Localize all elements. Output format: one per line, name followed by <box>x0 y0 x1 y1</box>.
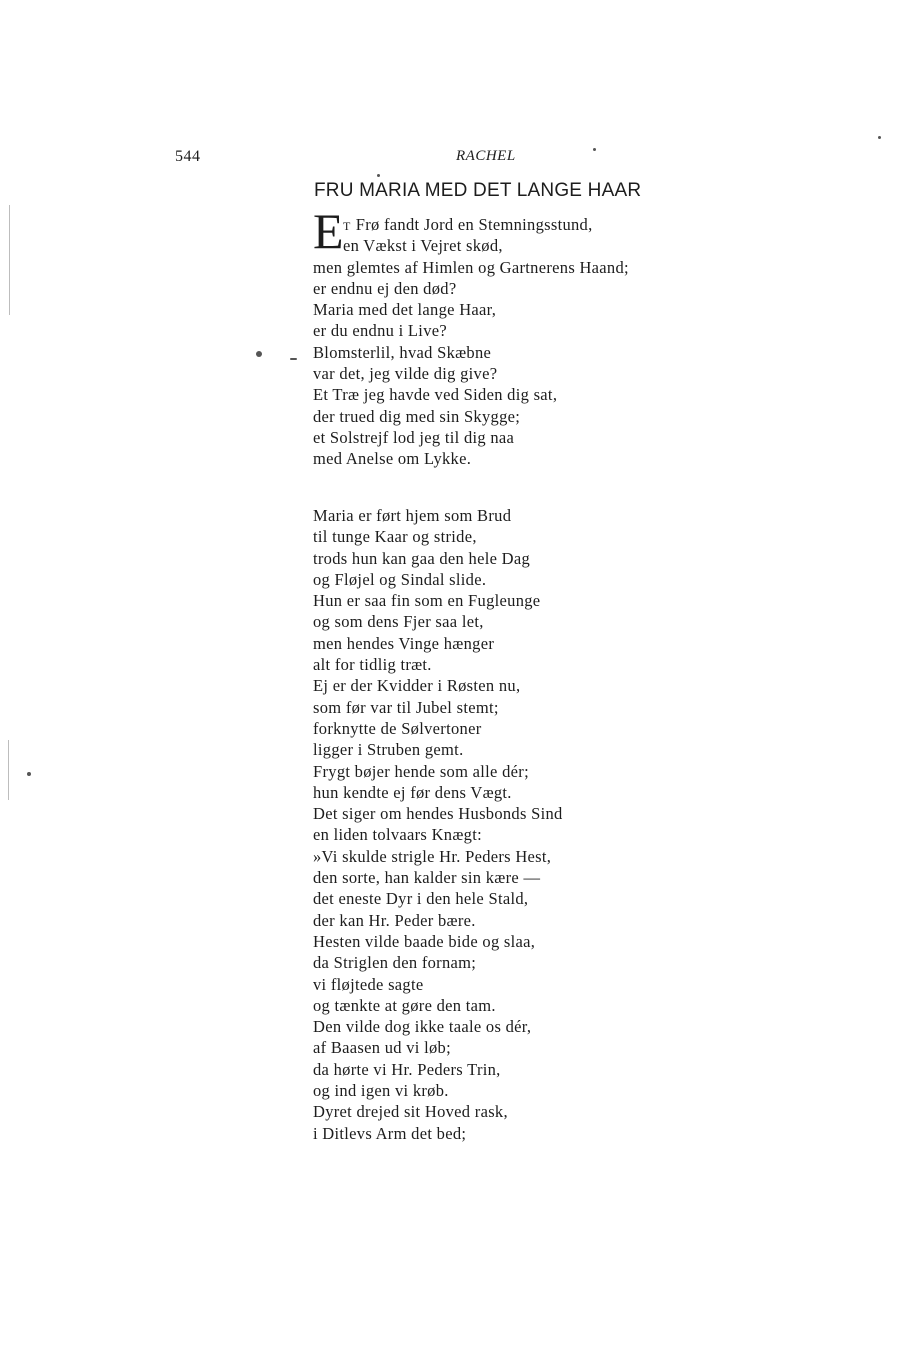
poem-line: som før var til Jubel stemt; <box>313 697 499 717</box>
poem-line: Frygt bøjer hende som alle dér; <box>313 761 529 781</box>
poem-line: men glemtes af Himlen og Gartnerens Haand; <box>313 257 629 277</box>
scan-margin-line <box>8 740 9 800</box>
poem-line: er du endnu i Live? <box>313 321 447 341</box>
poem-line: men hendes Vinge hænger <box>313 633 495 653</box>
poem-line: Hun er saa fin som en Fugleunge <box>313 591 541 611</box>
poem-line: med Anelse om Lykke. <box>313 449 472 469</box>
poem-line: Maria med det lange Haar, <box>313 300 497 320</box>
poem-line: Det siger om hendes Husbonds Sind <box>313 804 563 824</box>
poem-line-first <box>313 214 629 235</box>
running-title: RACHEL <box>456 148 516 164</box>
poem-title: FRU MARIA MED DET LANGE HAAR <box>314 180 642 201</box>
drop-cap: E <box>313 203 344 259</box>
poem-line: og som dens Fjer saa let, <box>313 612 484 632</box>
poem-line: Dyret drejed sit Hoved rask, <box>313 1102 508 1122</box>
poem-line: en Vækst i Vejret skød, <box>343 236 503 256</box>
poem-line: er endnu ej den død? <box>313 278 457 298</box>
stanza-1 <box>313 214 629 470</box>
poem-line: der trued dig med sin Skygge; <box>313 406 521 426</box>
poem-line: ligger i Struben gemt. <box>313 740 464 760</box>
poem-line: hun kendte ej før dens Vægt. <box>313 782 512 802</box>
scan-margin-line <box>9 205 10 315</box>
poem-line: da hørte vi Hr. Peders Trin, <box>313 1059 501 1079</box>
poem-line: Ej er der Kvidder i Røsten nu, <box>313 676 521 696</box>
poem-line: og ind igen vi krøb. <box>313 1081 449 1101</box>
poem-line: en liden tolvaars Knægt: <box>313 825 482 845</box>
scan-speck <box>377 174 380 177</box>
poem-line: og tænkte at gøre den tam. <box>313 995 496 1015</box>
poem-line: trods hun kan gaa den hele Dag <box>313 548 531 568</box>
poem-line: af Baasen ud vi løb; <box>313 1038 451 1058</box>
poem-line: Maria er ført hjem som Brud <box>313 506 512 525</box>
poem-line: Hesten vilde baade bide og slaa, <box>313 931 536 951</box>
poem-line: i Ditlevs Arm det bed; <box>313 1123 467 1143</box>
poem-line: Blomsterlil, hvad Skæbne <box>313 342 492 362</box>
scan-speck <box>878 136 881 139</box>
poem-line: det eneste Dyr i den hele Stald, <box>313 889 529 909</box>
scan-speck <box>290 358 297 360</box>
poem-line: Den vilde dog ikke taale os dér, <box>313 1017 532 1037</box>
poem-line: og Fløjel og Sindal slide. <box>313 569 487 589</box>
poem-line: Et Træ jeg havde ved Siden dig sat, <box>313 385 558 405</box>
scan-speck <box>256 351 262 357</box>
page-number: 544 <box>175 148 201 165</box>
poem-line: vi fløjtede sagte <box>313 974 424 994</box>
first-line-tail: Frø fandt Jord en Stemningsstund, <box>351 215 593 234</box>
poem-line: til tunge Kaar og stride, <box>313 527 477 547</box>
first-line-small-caps: T <box>343 219 352 233</box>
poem-line: den sorte, han kalder sin kære — <box>313 868 541 888</box>
poem-line: »Vi skulde strigle Hr. Peders Hest, <box>313 846 552 866</box>
poem-line: da Striglen den fornam; <box>313 953 477 973</box>
scan-speck <box>593 148 596 151</box>
poem-line: forknytte de Sølvertoner <box>313 718 482 738</box>
poem-line: alt for tidlig træt. <box>313 655 432 675</box>
scan-speck <box>27 772 31 776</box>
poem-line: var det, jeg vilde dig give? <box>313 364 498 384</box>
poem-line: et Solstrejf lod jeg til dig naa <box>313 427 515 447</box>
stanza-2 <box>313 505 563 1144</box>
poem-line: der kan Hr. Peder bære. <box>313 910 476 930</box>
